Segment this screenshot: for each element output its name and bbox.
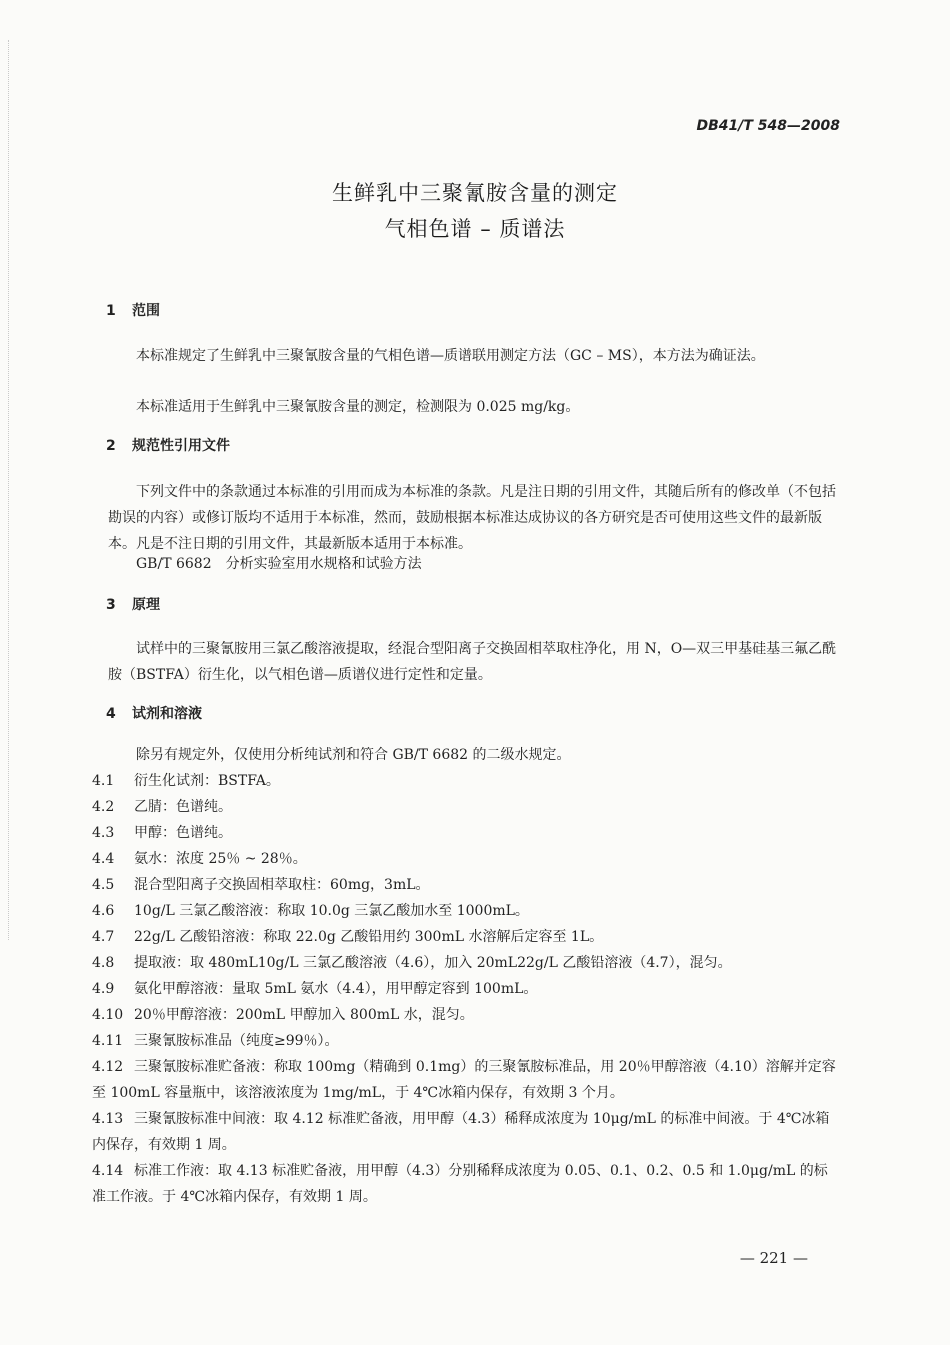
document-title: 生鲜乳中三聚氰胺含量的测定 bbox=[332, 181, 618, 205]
reagents-intro: 除另有规定外，仅使用分析纯试剂和符合 GB/T 6682 的二级水规定。 bbox=[136, 747, 571, 763]
reagent-item: 4.7 22g/L 乙酸铅溶液：称取 22.0g 乙酸铅用约 300mL 水溶解后定容至 1L。 bbox=[92, 929, 604, 945]
references-paragraph: 下列文件中的条款通过本标准的引用而成为本标准的条款。凡是注日期的引用文件，其随后所有的修改单（不包括勘误的内容）或修订版均不适用于本标准，然而，鼓励根据本标准达成协议的各方研究是否可使用这些文件的最新版本。凡是不注日期的引用文件，其最新版本适用于本标准。 bbox=[108, 484, 836, 552]
section-title: 试剂和溶液 bbox=[132, 706, 202, 722]
section-title: 原理 bbox=[132, 597, 160, 613]
reagent-item: 4.4 氨水：浓度 25％ ~ 28％。 bbox=[92, 851, 307, 867]
reagent-item: 4.13 三聚氰胺标准中间液：取 4.12 标准贮备液，用甲醇（4.3）稀释成浓度为 10μg/mL 的标准中间液。于 4℃冰箱内保存，有效期 1 周。 bbox=[92, 1111, 830, 1153]
reagent-item: 4.3 甲醇：色谱纯。 bbox=[92, 825, 232, 841]
principle-paragraph: 试样中的三聚氰胺用三氯乙酸溶液提取，经混合型阳离子交换固相萃取柱净化，用 N，O—双三甲基硅基三氟乙酰胺（BSTFA）衍生化，以气相色谱—质谱仪进行定性和定量。 bbox=[108, 641, 837, 683]
section-heading-reagents bbox=[106, 703, 202, 723]
reagent-item: 4.12 三聚氰胺标准贮备液：称取 100mg（精确到 0.1mg）的三聚氰胺标准品，用 20％甲醇溶液（4.10）溶解并定容至 100mL 容量瓶中，该溶液浓度为 1mg/mL，于 4℃冰箱内保存，有效期 3 个月。 bbox=[92, 1059, 836, 1101]
section-number: 3 bbox=[106, 597, 116, 613]
standard-number: DB41/T 548—2008 bbox=[696, 118, 840, 134]
section-number: 1 bbox=[106, 303, 116, 319]
scope-paragraph-1: 本标准规定了生鲜乳中三聚氰胺含量的气相色谱—质谱联用测定方法（GC – MS），本方法为确证法。 bbox=[136, 348, 765, 364]
section-title: 规范性引用文件 bbox=[132, 438, 230, 454]
reagent-item: 4.5 混合型阳离子交换固相萃取柱：60mg，3mL。 bbox=[92, 877, 430, 893]
reference-gbt6682: GB/T 6682 分析实验室用水规格和试验方法 bbox=[136, 556, 422, 572]
scope-paragraph-2: 本标准适用于生鲜乳中三聚氰胺含量的测定，检测限为 0.025 mg/kg。 bbox=[136, 399, 580, 415]
section-number: 4 bbox=[106, 706, 116, 722]
reagent-item: 4.2 乙腈：色谱纯。 bbox=[92, 799, 232, 815]
reagent-item: 4.9 氨化甲醇溶液：量取 5mL 氨水（4.4），用甲醇定容到 100mL。 bbox=[92, 981, 538, 997]
reagent-item: 4.6 10g/L 三氯乙酸溶液：称取 10.0g 三氯乙酸加水至 1000mL。 bbox=[92, 903, 529, 919]
section-heading-principle bbox=[106, 594, 160, 614]
scan-edge-dots bbox=[8, 40, 13, 940]
reagent-item: 4.10 20％甲醇溶液：200mL 甲醇加入 800mL 水，混匀。 bbox=[92, 1007, 474, 1023]
reagent-item: 4.8 提取液：取 480mL10g/L 三氯乙酸溶液（4.6），加入 20mL22g/L 乙酸铅溶液（4.7），混匀。 bbox=[92, 955, 732, 971]
reagent-item: 4.11 三聚氰胺标准品（纯度≥99％）。 bbox=[92, 1033, 339, 1049]
reagent-item: 4.1 衍生化试剂：BSTFA。 bbox=[92, 773, 280, 789]
section-heading-references bbox=[106, 435, 230, 455]
section-title: 范围 bbox=[132, 303, 160, 319]
page-number: — 221 — bbox=[739, 1249, 808, 1267]
section-number: 2 bbox=[106, 438, 116, 454]
section-heading-scope bbox=[106, 300, 160, 320]
reagent-item: 4.14 标准工作液：取 4.13 标准贮备液，用甲醇（4.3）分别稀释成浓度为 0.05、0.1、0.2、0.5 和 1.0μg/mL 的标准工作液。于 4℃冰箱内保存，有效期 1 周。 bbox=[92, 1163, 828, 1205]
document-subtitle: 气相色谱 – 质谱法 bbox=[384, 217, 566, 241]
